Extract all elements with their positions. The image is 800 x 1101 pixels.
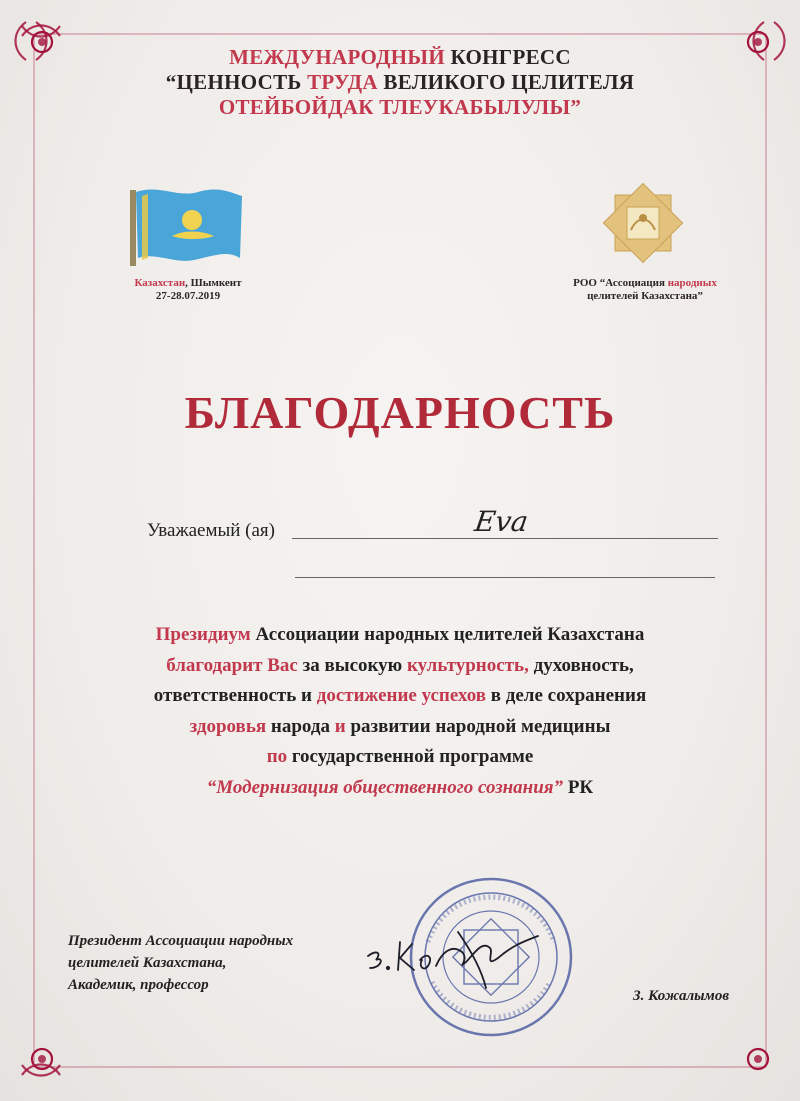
location-country: Казахстан [134,277,186,289]
body-black: ответственность и [153,685,317,706]
body-black: развитии народной медицины [345,715,611,737]
event-location [104,277,272,303]
kazakhstan-flag-icon [128,180,246,268]
certificate-title: БЛАГОДАРНОСТЬ [184,387,616,438]
name-underline [292,538,718,539]
org-text-line2: целителей Казахстана” [587,290,703,302]
header-text: ВЕЛИКОГО ЦЕЛИТЕЛЯ [377,70,635,94]
congress-header-line2 [0,70,800,95]
body-black: государственной программе [287,746,534,767]
body-black: духовность, [528,654,634,676]
org-red-text: народных [667,277,717,289]
body-red: благодарит Вас [166,654,298,676]
body-red: и [334,715,346,737]
header-red-word: МЕЖДУНАРОДНЫЙ [229,45,445,69]
body-red: достижение успехов [316,685,486,706]
second-underline [295,577,715,578]
salutation-label: Уважаемый (ая) [147,520,275,541]
congress-header-line1 [0,45,800,70]
organization-caption [560,277,730,303]
gratitude-text [60,620,740,803]
body-black: Ассоциации народных целителей Казахстана [250,624,645,645]
body-black: народа [266,715,335,737]
header-text: “ЦЕННОСТЬ [165,70,308,94]
congress-header-line3: ОТЕЙБОЙДАК ТЛЕУКАБЫЛУЛЫ” [218,95,582,119]
signer-name: З. Кожалымов [633,988,730,1004]
president-line3: Академик, профессор [68,977,209,993]
body-red: по [266,746,288,767]
president-line1: Президент Ассоциации народных [68,933,294,949]
program-name: “Модернизация общественного сознания” [206,776,564,798]
body-black: в деле сохранения [486,685,647,706]
handwritten-signature [362,922,562,992]
president-title [68,930,293,996]
body-black: за высокую [297,654,407,676]
body-black: РК [563,776,594,798]
event-dates: 27-28.07.2019 [155,290,221,302]
body-red: культурность, [406,654,529,676]
org-text: РОО “Ассоциация [573,277,668,289]
body-red: здоровья [189,715,267,737]
body-red: Президиум [155,624,251,645]
association-emblem-icon [593,178,693,268]
president-line2: целителей Казахстана, [68,955,227,971]
recipient-name: Eva [472,505,531,538]
header-red-word: ТРУДА [307,70,378,94]
header-black-word: КОНГРЕСС [444,45,571,69]
location-city: , Шымкент [185,277,242,289]
